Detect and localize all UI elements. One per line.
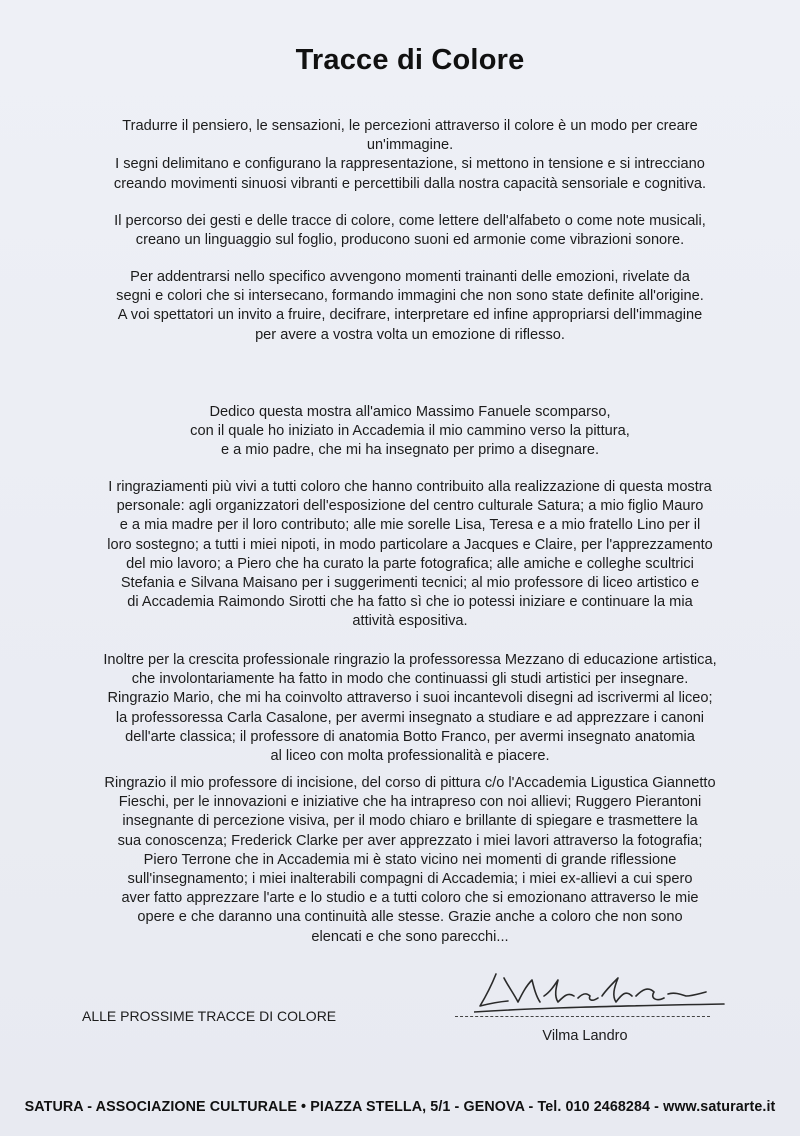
text-line: personale: agli organizzatori dell'esposizione del centro culturale Satura; a mio figlio Mauro xyxy=(116,498,704,515)
text-line: I ringraziamenti più vivi a tutti coloro che hanno contribuito alla realizzazione di questa mostra xyxy=(108,479,712,495)
text-line: del mio lavoro; a Piero che ha curato la parte fotografica; alle amiche e colleghe scultrici xyxy=(126,555,694,572)
text-line: attività espositiva. xyxy=(352,613,468,630)
text-line: insegnante di percezione visiva, per il modo chiaro e brillante di spiegare e trasmettere la xyxy=(122,813,698,830)
text-line: un'immagine. xyxy=(366,137,454,154)
text-line: Inoltre per la crescita professionale ringrazio la professoressa Mezzano di educazione artistica, xyxy=(103,652,717,668)
text-line: con il quale ho iniziato in Accademia il mio cammino verso la pittura, xyxy=(190,423,630,440)
text-line: Ringrazio il mio professore di incisione, del corso di pittura c/o l'Accademia Ligustica Giannetto xyxy=(104,775,716,791)
text-line: Per addentrarsi nello specifico avvengono momenti trainanti delle emozioni, rivelate da xyxy=(130,269,690,285)
text-line: Stefania e Silvana Maisano per i suggerimenti tecnici; al mio professore di liceo artistico e xyxy=(120,575,700,592)
text-line: la professoressa Carla Casalone, per avermi insegnato a studiare e ad apprezzare i canoni xyxy=(115,709,705,726)
text-line: segni e colori che si intersecano, formando immagini che non sono state definite all'origine. xyxy=(116,288,704,305)
signer-name: Vilma Landro xyxy=(542,1028,628,1044)
text-line: creano un linguaggio sul foglio, producono suoni ed armonie come vibrazioni sonore. xyxy=(135,232,685,249)
text-line: sull'insegnamento; i miei inalterabili compagni di Accademia; i miei ex-allievi a cui spero xyxy=(127,871,693,888)
text-line: Dedico questa mostra all'amico Massimo Fanuele scomparso, xyxy=(209,404,611,420)
paragraph-academy-thanks xyxy=(60,774,760,947)
paragraph-professional-thanks xyxy=(60,651,760,766)
text-line: loro sostegno; a tutti i miei nipoti, in modo particolare a Jacques e Claire, per l'apprezzamento xyxy=(107,536,713,553)
handwritten-signature xyxy=(474,966,734,1016)
text-line: dell'arte classica; il professore di anatomia Botto Franco, per avermi insegnato anatomia xyxy=(125,728,695,745)
closing-line: ALLE PROSSIME TRACCE DI COLORE xyxy=(82,1008,337,1024)
text-line: I segni delimitano e configurano la rappresentazione, si mettono in tensione e si intrecciano xyxy=(115,156,705,173)
paragraph-intro xyxy=(60,117,760,194)
text-line: per avere a vostra volta un emozione di riflesso. xyxy=(255,326,565,343)
text-line: creando movimenti sinuosi vibranti e percettibili dalla nostra capacità sensoriale e cognitiva. xyxy=(113,175,707,192)
text-line: A voi spettatori un invito a fruire, decifrare, interpretare ed infine appropriarsi dell'immagine xyxy=(117,307,703,324)
text-line: Tradurre il pensiero, le sensazioni, le percezioni attraverso il colore è un modo per creare xyxy=(122,118,698,134)
paragraph-dedication xyxy=(60,403,760,461)
text-line: sua conoscenza; Frederick Clarke per aver apprezzato i miei lavori attraverso la fotografia; xyxy=(117,832,703,849)
paragraph-acknowledgements xyxy=(60,478,760,632)
text-line: al liceo con molta professionalità e piacere. xyxy=(270,748,550,765)
text-line: elencati e che sono parecchi... xyxy=(311,928,509,945)
text-line: Il percorso dei gesti e delle tracce di colore, come lettere dell'alfabeto o come note musicali, xyxy=(114,213,706,229)
text-line: Piero Terrone che in Accademia mi è stato vicino nei momenti di grande riflessione xyxy=(143,851,677,868)
signature-line xyxy=(455,1016,710,1017)
text-line: Fieschi, per le innovazioni e iniziative che ha intrapreso con noi allievi; Ruggero Pierantoni xyxy=(118,794,702,811)
text-line: aver fatto apprezzare l'arte e lo studio e a tutti coloro che si emozionano attraverso le mie xyxy=(121,890,699,907)
text-line: e a mia madre per il loro contributo; alle mie sorelle Lisa, Teresa e a mio fratello Lino per il xyxy=(119,517,701,534)
document-title: Tracce di Colore xyxy=(295,44,525,76)
footer-contact: SATURA - ASSOCIAZIONE CULTURALE • PIAZZA STELLA, 5/1 - GENOVA - Tel. 010 2468284 - www.saturarte.it xyxy=(24,1099,776,1115)
text-line: di Accademia Raimondo Sirotti che ha fatto sì che io potessi iniziare e continuare la mia xyxy=(127,594,693,611)
paragraph-gestures xyxy=(60,212,760,250)
text-line: e a mio padre, che mi ha insegnato per primo a disegnare. xyxy=(220,442,600,459)
text-line: opere e che daranno una continuità alle stesse. Grazie anche a coloro che non sono xyxy=(137,909,683,926)
text-line: Ringrazio Mario, che mi ha coinvolto attraverso i suoi incantevoli disegni ad iscrivermi al liceo; xyxy=(107,690,713,707)
text-line: che involontariamente ha fatto in modo che continuassi gli studi artistici per insegnare. xyxy=(131,671,689,688)
paragraph-emotions xyxy=(60,268,760,345)
